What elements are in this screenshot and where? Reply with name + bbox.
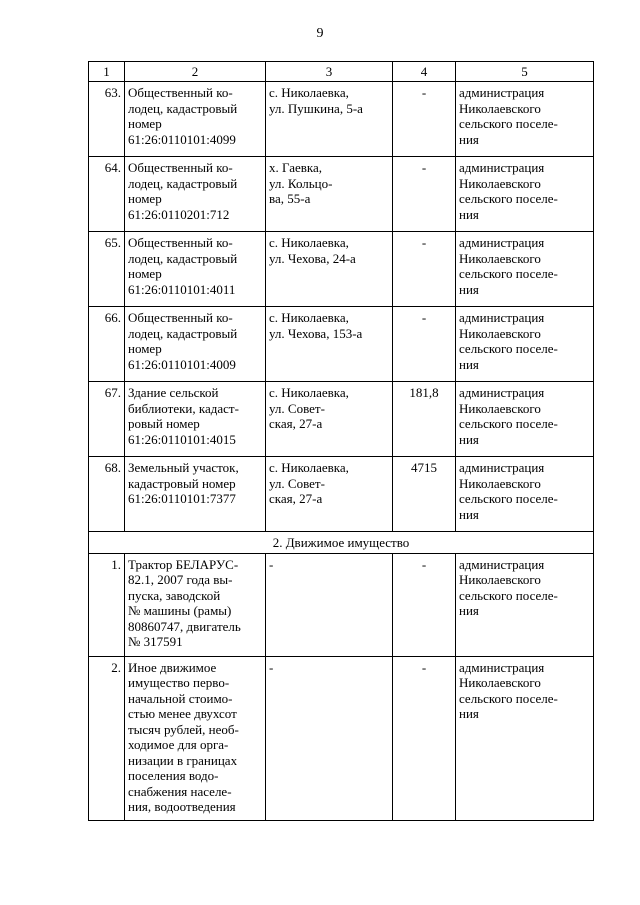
property-area: - <box>393 307 456 382</box>
property-holder: администрация Николаевского сельского поселе- ния <box>456 307 594 382</box>
table-row <box>89 232 594 307</box>
property-holder: администрация Николаевского сельского поселе- ния <box>456 157 594 232</box>
property-registry-table <box>88 61 594 821</box>
property-address: х. Гаевка, ул. Кольцо- ва, 55-а <box>266 157 393 232</box>
row-number: 66. <box>89 307 125 382</box>
column-header: 4 <box>393 62 456 82</box>
table-row <box>89 457 594 532</box>
column-header: 3 <box>266 62 393 82</box>
property-name: Общественный ко- лодец, кадастровый номер 61:26:0110201:712 <box>125 157 266 232</box>
property-area: - <box>393 157 456 232</box>
property-area: - <box>393 553 456 656</box>
table-row <box>89 307 594 382</box>
property-name: Общественный ко- лодец, кадастровый номер 61:26:0110101:4009 <box>125 307 266 382</box>
property-name: Трактор БЕЛАРУС- 82.1, 2007 года вы- пуска, заводской № машины (рамы) 80860747, двигатель № 317591 <box>125 553 266 656</box>
row-number: 67. <box>89 382 125 457</box>
property-name: Земельный участок, кадастровый номер 61:26:0110101:7377 <box>125 457 266 532</box>
section-title: 2. Движимое имущество <box>89 532 594 554</box>
row-number: 2. <box>89 656 125 820</box>
page-number: 9 <box>316 26 324 41</box>
table-row <box>89 656 594 820</box>
property-address: - <box>266 553 393 656</box>
property-address: с. Николаевка, ул. Чехова, 153-а <box>266 307 393 382</box>
property-name: Общественный ко- лодец, кадастровый номер 61:26:0110101:4099 <box>125 82 266 157</box>
row-number: 63. <box>89 82 125 157</box>
property-address: с. Николаевка, ул. Чехова, 24-а <box>266 232 393 307</box>
property-holder: администрация Николаевского сельского поселе- ния <box>456 656 594 820</box>
column-header: 5 <box>456 62 594 82</box>
property-address: с. Николаевка, ул. Совет- ская, 27-а <box>266 457 393 532</box>
property-holder: администрация Николаевского сельского поселе- ния <box>456 553 594 656</box>
table-row <box>89 82 594 157</box>
row-number: 68. <box>89 457 125 532</box>
table-row <box>89 382 594 457</box>
property-address: с. Николаевка, ул. Пушкина, 5-а <box>266 82 393 157</box>
property-address: с. Николаевка, ул. Совет- ская, 27-а <box>266 382 393 457</box>
row-number: 65. <box>89 232 125 307</box>
property-area: 181,8 <box>393 382 456 457</box>
property-holder: администрация Николаевского сельского поселе- ния <box>456 232 594 307</box>
property-holder: администрация Николаевского сельского поселе- ния <box>456 82 594 157</box>
property-area: - <box>393 82 456 157</box>
column-number-row <box>89 62 594 82</box>
column-header: 1 <box>89 62 125 82</box>
section-row <box>89 532 594 554</box>
property-holder: администрация Николаевского сельского поселе- ния <box>456 457 594 532</box>
row-number: 64. <box>89 157 125 232</box>
property-name: Здание сельской библиотеки, кадаст- ровый номер 61:26:0110101:4015 <box>125 382 266 457</box>
property-holder: администрация Николаевского сельского поселе- ния <box>456 382 594 457</box>
property-area: 4715 <box>393 457 456 532</box>
table-row <box>89 553 594 656</box>
property-name: Общественный ко- лодец, кадастровый номер 61:26:0110101:4011 <box>125 232 266 307</box>
table-row <box>89 157 594 232</box>
property-area: - <box>393 232 456 307</box>
column-header: 2 <box>125 62 266 82</box>
property-area: - <box>393 656 456 820</box>
property-name: Иное движимое имущество перво- начальной стоимо- стью менее двухсот тысяч рублей, необ- ходимое для орга- низации в границах поселения водо- снабжения населе- ния, водоотведения <box>125 656 266 820</box>
row-number: 1. <box>89 553 125 656</box>
property-address: - <box>266 656 393 820</box>
